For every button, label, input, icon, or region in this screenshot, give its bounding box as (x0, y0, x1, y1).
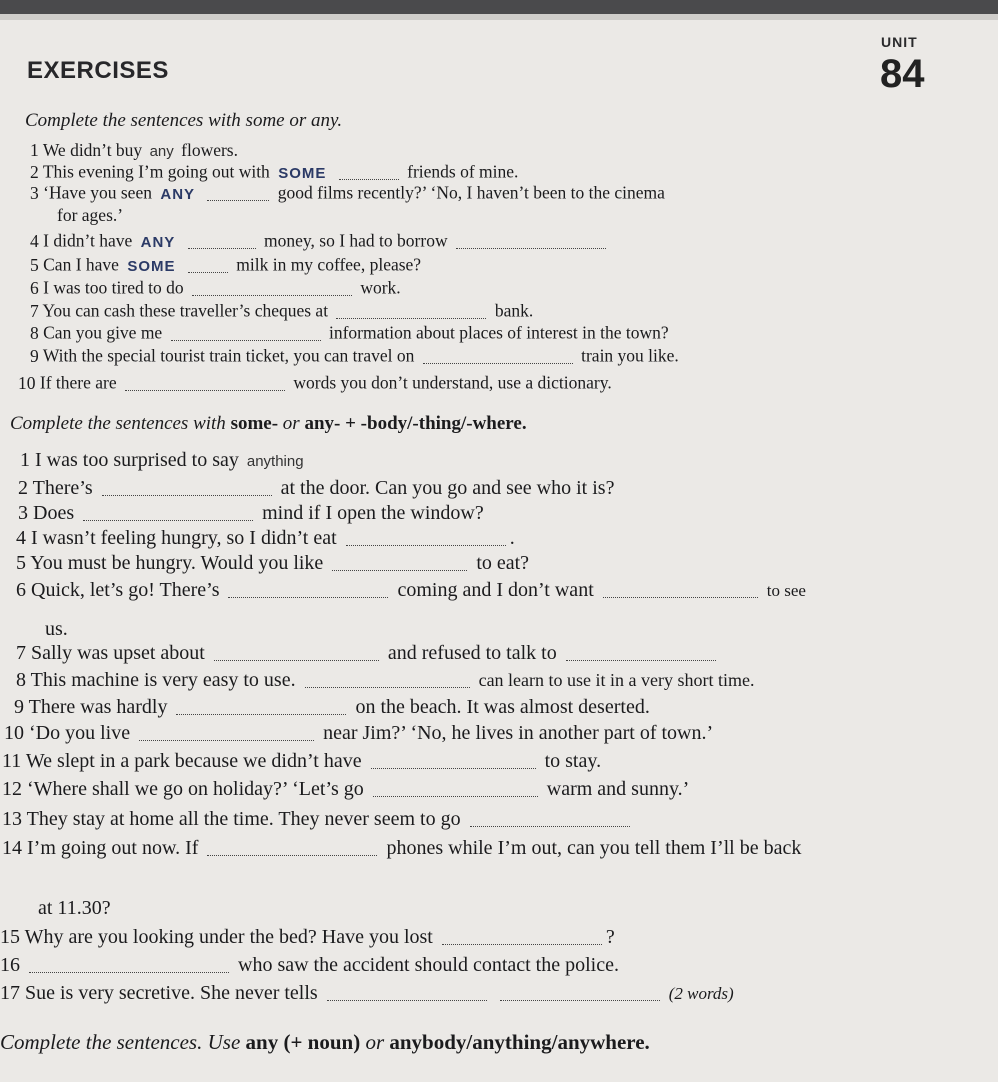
exercise-b-12: 12 ‘Where shall we go on holiday?’ ‘Let’s go warm and sunny.’ (2, 778, 690, 800)
exercises-heading: EXERCISES (27, 57, 169, 84)
exercise-b-4: 4 I wasn’t feeling hungry, so I didn’t eat . (16, 527, 515, 549)
blank (327, 980, 487, 1001)
exercise-a-1: 1 We didn’t buy any flowers. (30, 140, 238, 160)
section-c-instruction: Complete the sentences. Use any (+ noun) or anybody/anything/anywhere. (0, 1030, 650, 1054)
exercise-a-3: 3 ‘Have you seen ANY good films recently?’ ‘No, I haven’t been to the cinema (30, 182, 665, 203)
exercise-b-10: 10 ‘Do you live near Jim?’ ‘No, he lives in another part of town.’ (4, 722, 714, 744)
exercise-a-7: 7 You can cash these traveller’s cheques at bank. (30, 300, 534, 321)
exercise-b-2: 2 There’s at the door. Can you go and see who it is? (18, 477, 615, 499)
blank (214, 640, 379, 661)
exercise-b-14: 14 I’m going out now. If phones while I’m out, can you tell them I’ll be back (2, 837, 802, 859)
exercise-b-17: 17 Sue is very secretive. She never tells (2 words) (0, 982, 734, 1004)
exercise-b-3: 3 Does mind if I open the window? (18, 502, 484, 524)
blank (470, 806, 630, 827)
blank (332, 550, 467, 571)
exercise-b-15: 15 Why are you looking under the bed? Have you lost ? (0, 926, 615, 948)
blank (171, 322, 321, 341)
blank (207, 835, 377, 856)
blank (125, 372, 285, 391)
blank (336, 300, 486, 319)
answer-b-1: anything (246, 453, 304, 470)
blank (176, 694, 346, 715)
blank (371, 748, 536, 769)
blank (29, 952, 229, 973)
exercise-b-9: 9 There was hardly on the beach. It was almost deserted. (14, 696, 650, 718)
unit-label: UNIT (881, 34, 918, 50)
exercise-a-9: 9 With the special tourist train ticket, you can travel on train you like. (30, 345, 679, 366)
blank (500, 980, 660, 1001)
answer-a-5: SOME (127, 257, 176, 275)
answer-a-3: ANY (160, 185, 196, 203)
blank (102, 475, 272, 496)
blank (442, 924, 602, 945)
exercise-a-3-continued: for ages.’ (57, 205, 124, 225)
exercise-a-5: 5 Can I have SOME milk in my coffee, please? (30, 254, 422, 275)
exercise-b-14-continued: at 11.30? (38, 897, 111, 919)
blank (423, 345, 573, 364)
blank (139, 720, 314, 741)
exercise-b-16: 16 who saw the accident should contact the police. (0, 954, 619, 976)
blank (566, 640, 716, 661)
exercise-a-8: 8 Can you give me information about places of interest in the town? (30, 322, 669, 343)
blank (83, 500, 253, 521)
section-a-instruction: Complete the sentences with some or any. (25, 110, 343, 131)
blank (305, 667, 470, 688)
exercise-a-6: 6 I was too tired to do work. (30, 277, 401, 298)
exercise-b-8: 8 This machine is very easy to use. can learn to use it in a very short time. (16, 669, 755, 691)
exercise-a-4: 4 I didn’t have ANY money, so I had to borrow (30, 230, 610, 252)
exercise-a-10: 10 If there are words you don’t understand, use a dictionary. (18, 372, 612, 393)
blank (188, 254, 228, 273)
top-dark-strip (0, 0, 998, 14)
section-b-instruction: Complete the sentences with some- or any- + -body/-thing/-where. (10, 413, 527, 434)
exercise-b-5: 5 You must be hungry. Would you like to eat? (16, 552, 530, 574)
answer-a-1: any (149, 143, 174, 160)
blank (456, 230, 606, 249)
exercise-b-1: 1 I was too surprised to say anything (20, 449, 307, 472)
blank (207, 182, 269, 201)
blank (603, 577, 758, 598)
blank (188, 230, 256, 249)
blank (192, 277, 352, 296)
exercise-b-6-continued: us. (45, 618, 68, 640)
blank (228, 577, 388, 598)
answer-a-2: SOME (278, 164, 327, 182)
unit-number: 84 (880, 52, 925, 96)
blank (346, 525, 506, 546)
exercise-a-2: 2 This evening I’m going out with SOME friends of mine. (30, 161, 519, 182)
blank (373, 776, 538, 797)
exercise-b-7: 7 Sally was upset about and refused to talk to (16, 640, 720, 665)
exercise-b-6: 6 Quick, let’s go! There’s coming and I don’t want to see (16, 579, 806, 601)
exercise-b-13: 13 They stay at home all the time. They never seem to go (2, 806, 634, 831)
page-edge (0, 14, 998, 20)
exercise-b-11: 11 We slept in a park because we didn’t have to stay. (2, 750, 602, 772)
blank (339, 161, 399, 180)
answer-a-4: ANY (140, 233, 176, 251)
